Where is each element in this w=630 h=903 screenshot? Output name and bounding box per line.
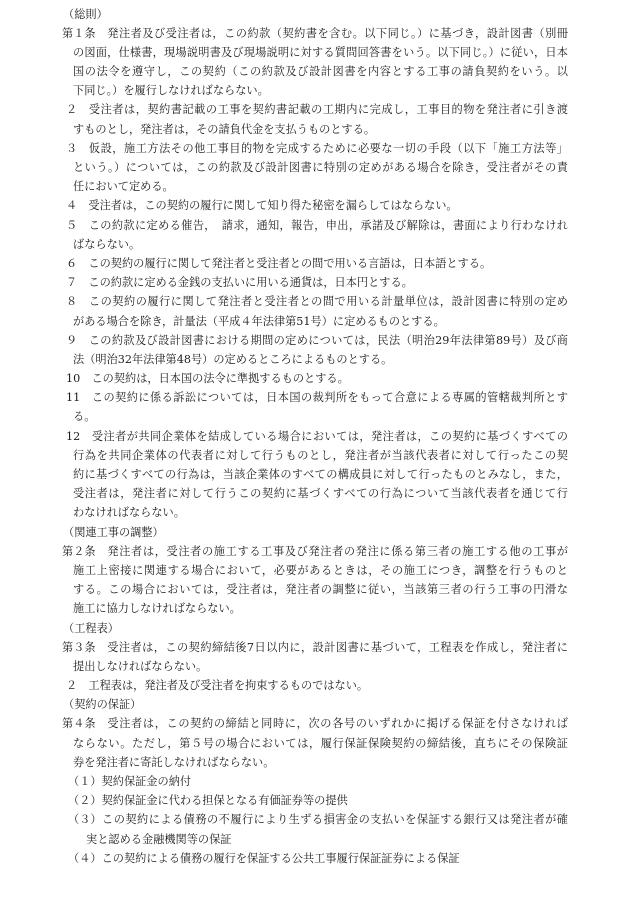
- clause-number: ２: [66, 103, 78, 117]
- clause-number: ８: [66, 295, 78, 309]
- guarantee-item-2: [62, 791, 568, 810]
- clause-text: 発注者は，受注者の施工する工事及び発注者の発注に係る第三者の施工する他の工事が: [106, 544, 568, 558]
- item-text: この契約による債務の不履行により生ずる損害金の支払いを保証する銀行又は発注者が確: [101, 813, 568, 827]
- section-related-works-coordination: [62, 523, 568, 619]
- clause-first-line: [62, 273, 568, 292]
- article-2: [62, 542, 568, 619]
- clause-first-line: [62, 196, 568, 215]
- clause-text: 仮設，施工方法その他工事目的物を完成するために必要な一切の手段（以下「施工方法等」: [88, 141, 568, 155]
- clause-number: ９: [66, 333, 78, 347]
- article-1-paragraph-12: [62, 427, 568, 523]
- clause-text: この約款に定める催告， 請求，通知，報告，申出，承諾及び解除は，書面により行わなけれ: [88, 218, 568, 232]
- item-first-line: [62, 810, 568, 829]
- clause-line: 国の法令を遵守し，この契約（この約款及び設計図書を内容とする工事の請負契約をいう。以: [73, 65, 568, 79]
- clause-text: この約款に定める金銭の支払いに用いる通貨は，日本円とする。: [88, 276, 413, 290]
- guarantee-item-3: [62, 810, 568, 848]
- guarantee-item-1: [62, 772, 568, 791]
- clause-text: 受注者が共同企業体を結成している場合においては，発注者は，この契約に基づくすべての: [91, 429, 568, 443]
- clause-number: ６: [66, 256, 78, 270]
- section-heading: （契約の保証）: [63, 698, 142, 712]
- clause-number: 10: [66, 372, 81, 386]
- clause-first-line: [62, 24, 568, 43]
- section-heading: （総則）: [63, 7, 108, 21]
- clause-line: わなければならない。: [73, 506, 185, 520]
- clause-line: 法（明治32年法律第48号）の定めるところによるものとする。: [73, 352, 393, 366]
- clause-line: 施工に協力しなければならない。: [73, 602, 241, 616]
- clause-first-line: [62, 254, 568, 273]
- clause-text: この約款及び設計図書における期間の定めについては，民法（明治29年法律第89号）及び商: [88, 333, 568, 347]
- clause-first-line: [62, 676, 568, 695]
- article-1-paragraph-4: [62, 196, 568, 215]
- clause-first-line: [62, 216, 568, 235]
- item-first-line: [62, 791, 568, 810]
- clause-line: 受注者は，発注者に対して行うこの契約に基づくすべての行為について当該代表者を通じて行: [73, 487, 568, 501]
- clause-text: この契約の履行に関して発注者と受注者との間で用いる計量単位は，設計図書に特別の定め: [88, 295, 568, 309]
- clause-number: 12: [66, 429, 81, 443]
- clause-first-line: [62, 369, 568, 388]
- clause-text: 受注者は，この契約の締結と同時に，次の各号のいずれかに掲げる保証を付さなければ: [106, 717, 568, 731]
- clause-text: 受注者は，この契約締結後7日以内に，設計図書に基づいて，工程表を作成し，発注者に: [106, 640, 568, 654]
- clause-line: がある場合を除き，計量法（平成４年法律第51号）に定めるものとする。: [73, 314, 445, 328]
- clause-first-line: [62, 292, 568, 311]
- clause-line: 券を発注者に寄託しなければならない。: [73, 755, 275, 769]
- clause-number: 第１条: [62, 26, 96, 40]
- clause-number: ５: [66, 218, 78, 232]
- clause-number: 第２条: [62, 544, 96, 558]
- clause-line: ならない。ただし，第５号の場合においては，履行保証保険契約の締結後，直ちにその保険証: [73, 736, 568, 750]
- section-heading: （工程表）: [63, 621, 119, 635]
- clause-line: 約に基づくすべての行為は，当該企業体のすべての構成員に対して行ったものとみなし，また，: [73, 468, 568, 481]
- clause-text: 発注者及び受注者は，この約款（契約書を含む。以下同じ。）に基づき，設計図書（別冊: [106, 26, 568, 40]
- clause-first-line: [62, 714, 568, 733]
- article-1-paragraph-10: [62, 369, 568, 388]
- clause-first-line: [62, 100, 568, 119]
- clause-text: 受注者は，この契約の履行に関して知り得た秘密を漏らしてはならない。: [88, 199, 458, 213]
- clause-line: 下同じ。）を履行しなければならない。: [73, 84, 269, 98]
- clause-text: この契約に係る訴訟については，日本国の裁判所をもって合意による専属的管轄裁判所とす: [91, 391, 568, 405]
- clause-line: ばならない。: [73, 237, 141, 251]
- clause-first-line: [62, 139, 568, 158]
- clause-number: ３: [66, 141, 78, 155]
- clause-text: この契約は，日本国の法令に準拠するものとする。: [91, 372, 349, 386]
- article-1: [62, 24, 568, 101]
- article-1-paragraph-11: [62, 388, 568, 426]
- item-line: 実と認める金融機関等の保証: [86, 832, 232, 846]
- section-schedule: [62, 619, 568, 696]
- section-heading: （関連工事の調整）: [63, 525, 164, 539]
- clause-line: 施工上密接に関連する場合において，必要があるときは，その施工につき，調整を行うものと: [73, 563, 568, 577]
- article-1-paragraph-8: [62, 292, 568, 330]
- article-1-paragraph-6: [62, 254, 568, 273]
- article-1-paragraph-7: [62, 273, 568, 292]
- clause-line: の図面，仕様書，現場説明書及び現場説明に対する質問回答書をいう。以下同じ。）に従い，日本: [73, 45, 568, 59]
- article-1-paragraph-9: [62, 331, 568, 369]
- clause-first-line: [62, 638, 568, 657]
- clause-number: ４: [66, 199, 78, 213]
- item-number: （１）: [68, 775, 102, 788]
- clause-text: 工程表は，発注者及び受注者を拘束するものではない。: [88, 679, 369, 693]
- clause-number: ７: [66, 276, 78, 290]
- article-3: [62, 638, 568, 676]
- item-first-line: [62, 772, 568, 791]
- item-number: （４）: [68, 851, 102, 865]
- clause-number: 第３条: [62, 640, 96, 654]
- clause-line: 任において定める。: [73, 180, 174, 194]
- article-1-paragraph-2: [62, 100, 568, 138]
- article-1-paragraph-5: [62, 216, 568, 254]
- item-text: 契約保証金の納付: [101, 775, 192, 788]
- item-number: （３）: [68, 813, 102, 827]
- clause-line: 提出しなければならない。: [73, 659, 208, 673]
- clause-line: る。: [73, 410, 96, 424]
- item-number: （２）: [68, 794, 102, 808]
- article-4: [62, 714, 568, 772]
- clause-first-line: [62, 331, 568, 350]
- guarantee-item-4: [62, 849, 568, 868]
- item-text: 契約保証金に代わる担保となる有価証券等の提供: [101, 794, 348, 808]
- clause-line: という。）については，この約款及び設計図書に特別の定めがある場合を除き，受注者がその責: [73, 161, 568, 174]
- clause-first-line: [62, 388, 568, 407]
- contract-clauses: [62, 5, 568, 868]
- section-contract-guarantee: [62, 695, 568, 868]
- section-general-provisions: [62, 5, 568, 523]
- clause-line: 行為を共同企業体の代表者に対して行うものとし，発注者が当該代表者に対して行ったこの契: [73, 448, 568, 462]
- clause-first-line: [62, 542, 568, 561]
- article-1-paragraph-3: [62, 139, 568, 197]
- clause-line: する。この場合においては，受注者は，発注者の調整に従い，当該第三者の行う工事の円滑な: [73, 583, 568, 597]
- item-text: この契約による債務の履行を保証する公共工事履行保証証券による保証: [101, 851, 460, 865]
- item-first-line: [62, 849, 568, 868]
- clause-text: 受注者は，契約書記載の工事を契約書記載の工期内に完成し，工事目的物を発注者に引き渡: [88, 103, 568, 117]
- clause-number: 第４条: [62, 717, 96, 731]
- clause-line: すものとし，発注者は，その請負代金を支払うものとする。: [73, 122, 376, 136]
- clause-first-line: [62, 427, 568, 446]
- article-3-paragraph-2: [62, 676, 568, 695]
- clause-number: 11: [66, 391, 81, 405]
- clause-text: この契約の履行に関して発注者と受注者との間で用いる言語は，日本語とする。: [88, 256, 492, 270]
- clause-number: ２: [66, 679, 78, 693]
